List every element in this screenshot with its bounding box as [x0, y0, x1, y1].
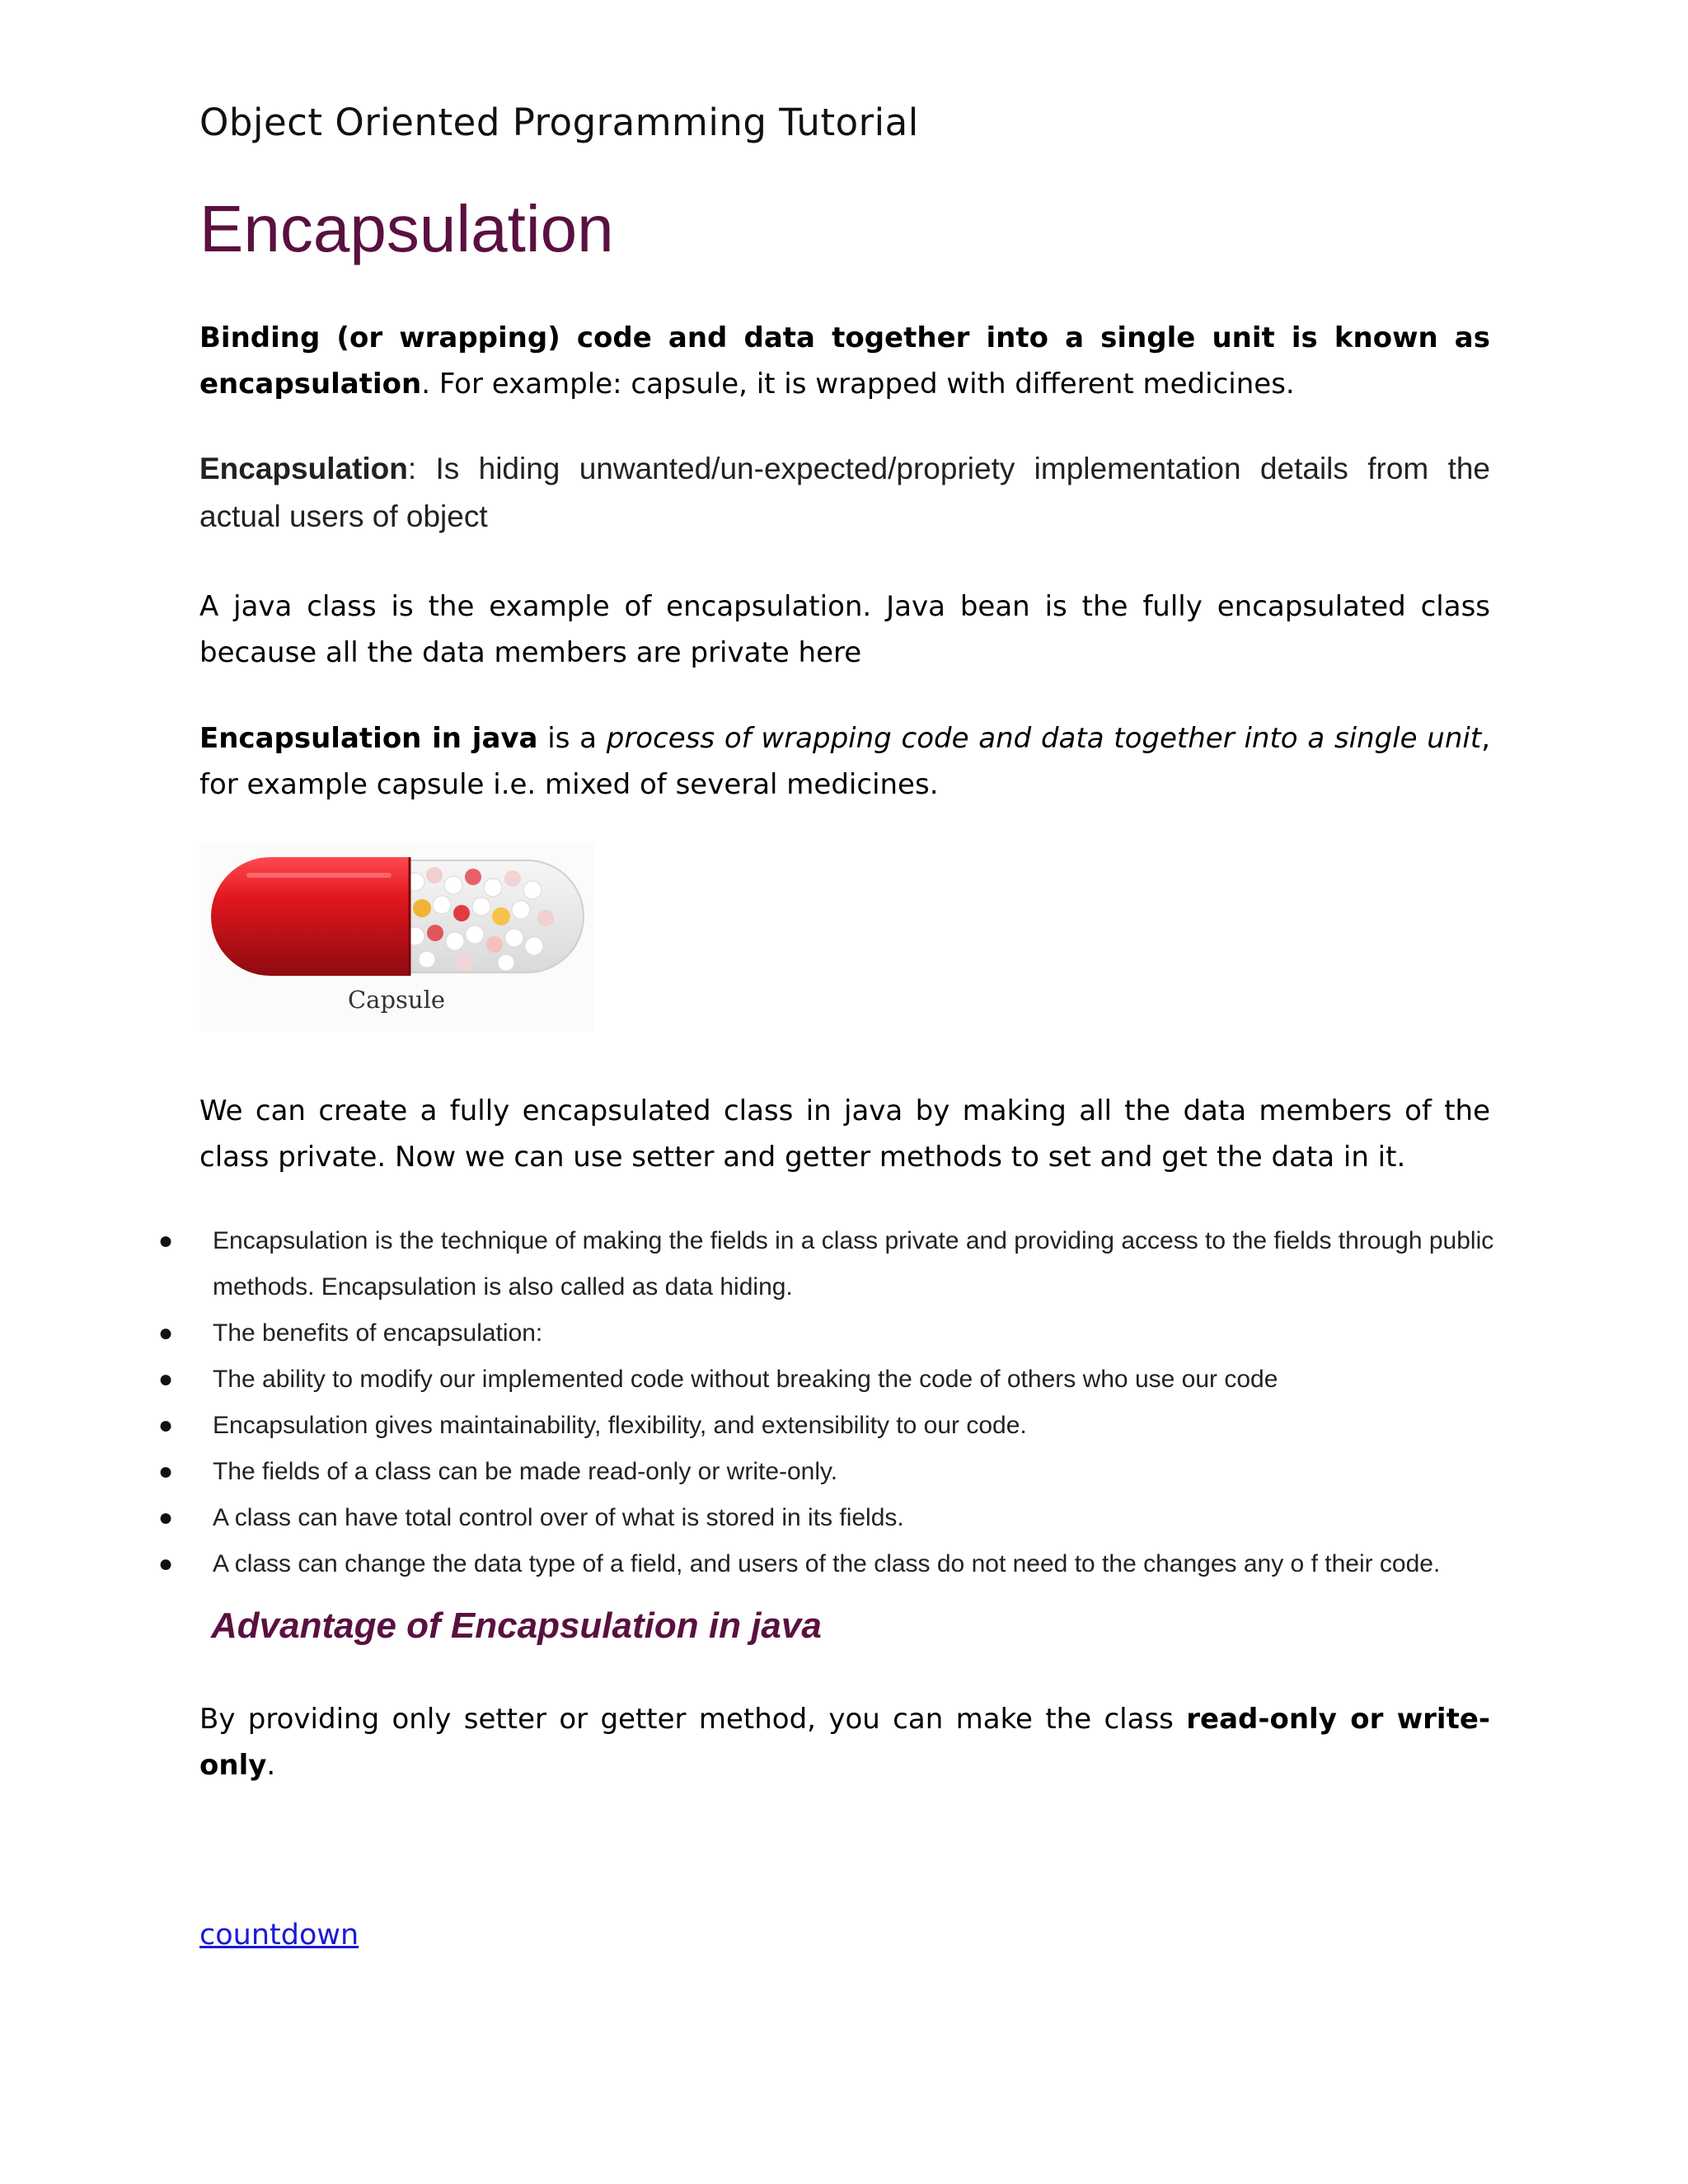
list-item-text: The ability to modify our implemented code without breaking the code of others who use our code — [213, 1366, 1278, 1393]
capsule-image — [199, 842, 593, 991]
list-item-text: A class can have total control over of what is stored in its fields. — [213, 1504, 904, 1531]
hiding-rest: : Is hiding unwanted/un-expected/propriety implementation details from the actual users of object — [199, 452, 1490, 533]
page-title: Encapsulation — [199, 192, 614, 265]
benefits-list — [158, 1218, 1526, 1587]
hiding-paragraph — [199, 445, 1490, 541]
list-item-text: Encapsulation gives maintainability, flexibility, and extensibility to our code. — [213, 1412, 1027, 1439]
hiding-bold: Encapsulation — [199, 452, 408, 485]
list-item-text: Encapsulation is the technique of making the fields in a class private and providing access to the fields through public methods. Encapsulation is also called as data hiding. — [213, 1227, 1494, 1301]
definition-paragraph — [199, 315, 1490, 407]
encapsulation-java-paragraph — [199, 715, 1490, 808]
list-item — [158, 1403, 1526, 1449]
encapsulation-java-italic: process of wrapping code and data together into a single unit — [606, 722, 1482, 755]
capsule-caption: Capsule — [347, 986, 446, 1014]
encapsulation-java-rest: , for example capsule i.e. mixed of several medicines. — [199, 722, 1490, 801]
list-item — [158, 1310, 1526, 1357]
definition-rest: . For example: capsule, it is wrapped with different medicines. — [421, 368, 1295, 401]
list-item — [158, 1218, 1526, 1310]
encapsulation-java-bold: Encapsulation in java — [199, 722, 538, 755]
list-item — [158, 1495, 1526, 1541]
bullet-icon: ● — [158, 1458, 174, 1485]
advantage-text: By providing only setter or getter method, you can make the class — [199, 1703, 1187, 1736]
encapsulation-java-mid: is a — [537, 722, 607, 755]
list-item — [158, 1357, 1526, 1403]
list-item — [158, 1449, 1526, 1495]
list-item-text: A class can change the data type of a field, and users of the class do not need to the changes any o f their code. — [213, 1550, 1441, 1577]
advantage-bold: read-only or write-only — [199, 1703, 1491, 1782]
list-item — [158, 1541, 1526, 1587]
bullet-icon: ● — [158, 1366, 174, 1393]
bullet-icon: ● — [158, 1550, 174, 1577]
advantage-heading: Advantage of Encapsulation in java — [211, 1605, 822, 1646]
bullet-icon: ● — [158, 1504, 174, 1531]
bullet-icon: ● — [158, 1412, 174, 1439]
document-header: Object Oriented Programming Tutorial — [199, 101, 919, 144]
definition-bold: Binding (or wrapping) code and data together into a single unit is known as encapsulation — [199, 321, 1490, 401]
bullet-icon: ● — [158, 1319, 174, 1347]
advantage-rest: . — [266, 1749, 276, 1782]
list-item-text: The fields of a class can be made read-only or write-only. — [213, 1458, 838, 1485]
java-class-paragraph: A java class is the example of encapsulation. Java bean is the fully encapsulated class because all the data members are private here — [199, 590, 1490, 669]
advantage-paragraph — [199, 1696, 1490, 1788]
capsule-figure — [199, 842, 593, 1032]
countdown-link[interactable]: countdown — [199, 1919, 359, 1952]
list-item-text: The benefits of encapsulation: — [213, 1319, 543, 1347]
bullet-icon: ● — [158, 1227, 174, 1254]
fully-encapsulated-paragraph: We can create a fully encapsulated class in java by making all the data members of the class private. Now we can use setter and getter methods to set and get the data in it. — [199, 1094, 1490, 1174]
